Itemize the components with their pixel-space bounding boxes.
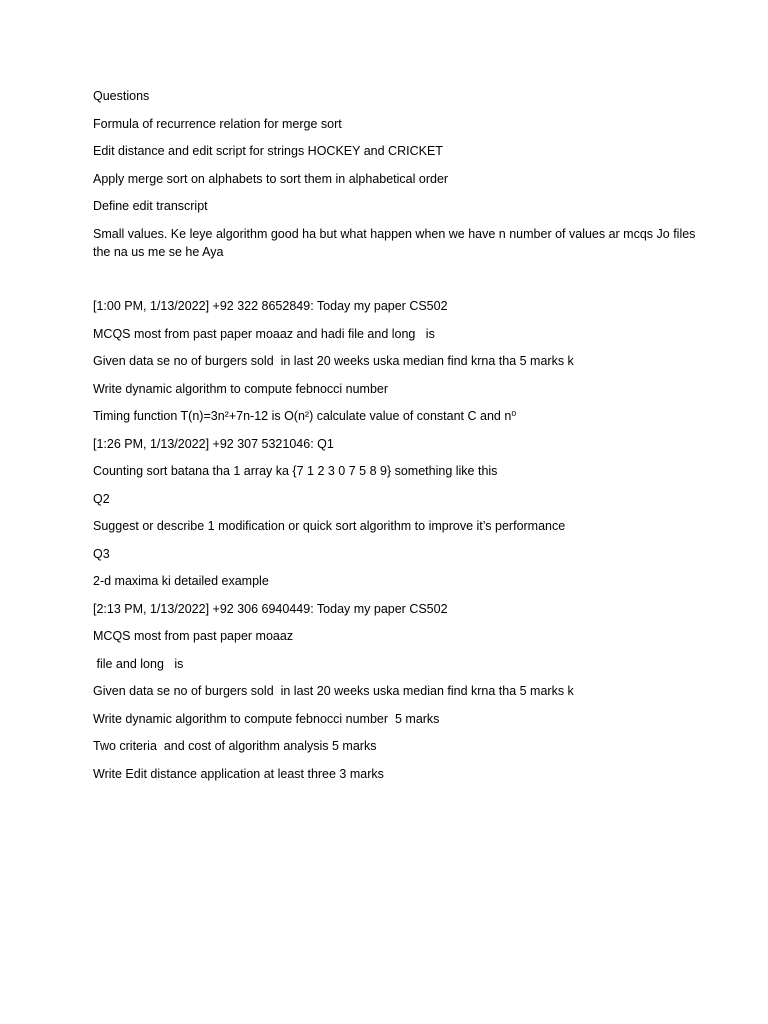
paragraph: Given data se no of burgers sold in last 20 weeks uska median find krna tha 5 marks k	[93, 684, 574, 698]
paragraph: Counting sort batana tha 1 array ka {7 1 2 3 0 7 5 8 9} something like this	[93, 464, 498, 478]
paragraph: Suggest or describe 1 modification or quick sort algorithm to improve it’s performance	[93, 519, 566, 533]
paragraph-questions-heading: Questions	[93, 89, 150, 103]
paragraph: Write Edit distance application at least three 3 marks	[93, 766, 384, 781]
paragraph: Apply merge sort on alphabets to sort them in alphabetical order	[93, 171, 449, 186]
paragraph: Formula of recurrence relation for merge sort	[93, 116, 342, 131]
paragraph: Define edit transcript	[93, 199, 208, 213]
paragraph: Small values. Ke leye algorithm good ha but what happen when we have n number of values ar mcqs Jo files the na us me se he Aya	[93, 226, 699, 259]
paragraph: file and long is	[93, 656, 184, 671]
chat-message-header: [1:26 PM, 1/13/2022] +92 307 5321046: Q1	[93, 436, 334, 451]
paragraph: Timing function T(n)=3n²+7n-12 is O(n²) calculate value of constant C and n⁰	[93, 409, 517, 423]
paragraph: Two criteria and cost of algorithm analysis 5 marks	[93, 739, 377, 753]
paragraph: Edit distance and edit script for strings HOCKEY and CRICKET	[93, 144, 443, 158]
chat-message-header: [2:13 PM, 1/13/2022] +92 306 6940449: Today my paper CS502	[93, 601, 448, 616]
paragraph: MCQS most from past paper moaaz	[93, 629, 294, 643]
paragraph: Q2	[93, 491, 110, 506]
paragraph: 2-d maxima ki detailed example	[93, 574, 269, 588]
paragraph: Write dynamic algorithm to compute febnocci number	[93, 381, 389, 396]
paragraph: Write dynamic algorithm to compute febnocci number 5 marks	[93, 711, 440, 726]
blank-line	[93, 270, 713, 297]
chat-message-header: [1:00 PM, 1/13/2022] +92 322 8652849: Today my paper CS502	[93, 299, 448, 313]
paragraph: Given data se no of burgers sold in last 20 weeks uska median find krna tha 5 marks k	[93, 354, 574, 368]
paragraph: Q3	[93, 546, 110, 561]
document-body	[93, 87, 713, 792]
paragraph: MCQS most from past paper moaaz and hadi file and long is	[93, 326, 435, 341]
